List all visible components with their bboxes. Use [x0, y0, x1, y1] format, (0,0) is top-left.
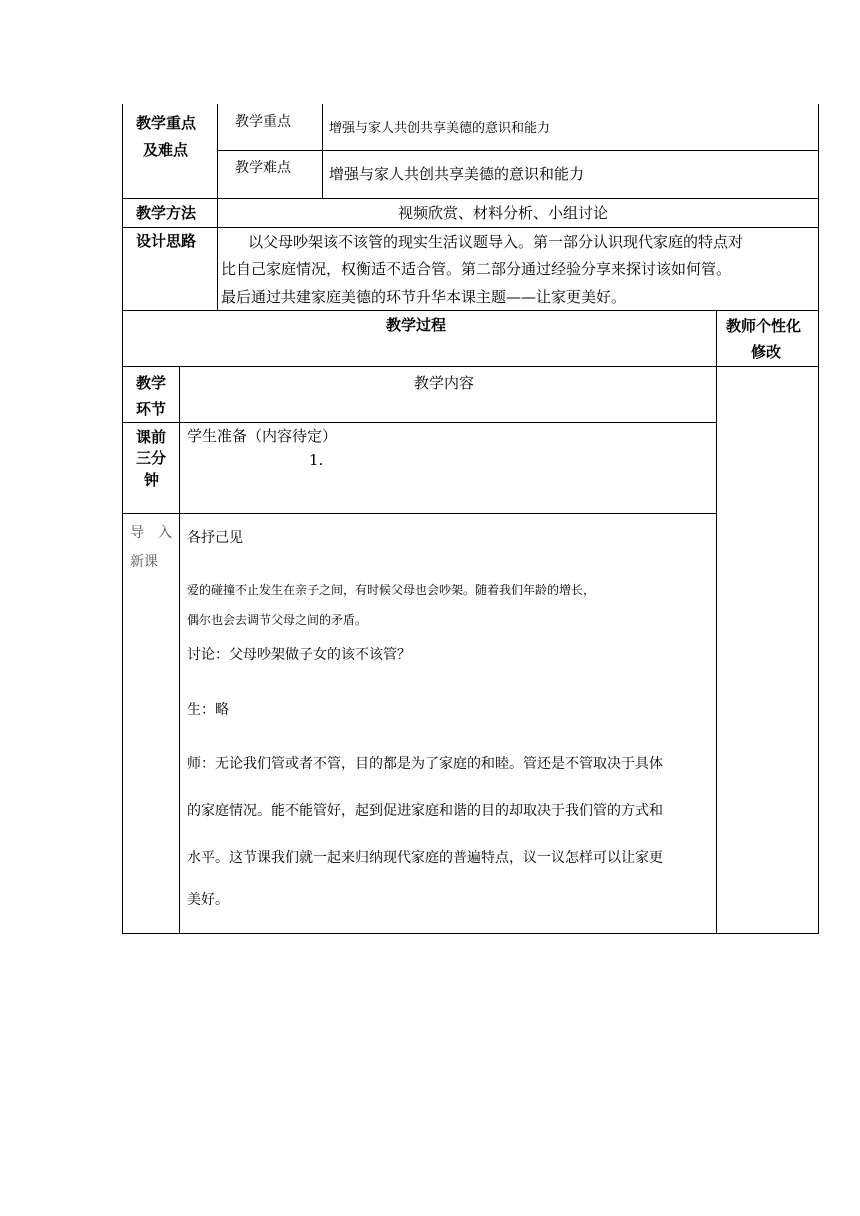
key-points-label-2: 及难点: [143, 141, 189, 159]
rule: [716, 310, 717, 934]
pre-class-text: 学生准备（内容待定）: [187, 427, 338, 445]
stage-header: 教学: [136, 374, 167, 392]
intro-discussion: 讨论：父母吵架做子女的该不该管？: [187, 647, 411, 663]
intro-quote-line-1: 爱的碰撞不止发生在亲子之间，有时候父母也会吵架。随着我们年龄的增长，: [187, 583, 596, 597]
difficulty-text: 增强与家人共创共享美德的意识和能力: [329, 165, 585, 183]
rule: [122, 422, 716, 423]
intro-heading: 各抒己见: [187, 530, 243, 546]
design-line-1: 以父母吵架该不该管的现实生活议题导入。第一部分认识现代家庭的特点对: [248, 233, 744, 251]
revise-label-2: 修改: [751, 343, 782, 361]
focus-text: 增强与家人共创共享美德的意识和能力: [329, 121, 551, 136]
pre-class-stage-2: 三分: [136, 449, 167, 467]
rule: [217, 104, 218, 311]
rule: [122, 310, 819, 311]
key-points-label: 教学重点: [136, 114, 197, 132]
intro-teacher-line-1: 师：无论我们管或者不管，目的都是为了家庭的和睦。管还是不管取决于具体: [187, 756, 663, 772]
rule: [122, 198, 819, 199]
pre-class-stage: 课前: [136, 428, 167, 446]
design-label: 设计思路: [136, 232, 197, 250]
stage-header-2: 环节: [136, 400, 167, 418]
design-line-2: 比自己家庭情况，权衡适不适合管。第二部分通过经验分享来探讨该如何管。: [221, 260, 732, 278]
rule: [122, 104, 123, 934]
intro-teacher-line-4: 美好。: [187, 892, 229, 908]
rule: [122, 366, 819, 367]
process-title: 教学过程: [386, 316, 447, 334]
revise-label: 教师个性化: [726, 317, 802, 335]
rule: [217, 150, 819, 151]
intro-teacher-line-2: 的家庭情况。能不能管好，起到促进家庭和谐的目的却取决于我们管的方式和: [187, 803, 663, 819]
pre-class-item: 1.: [309, 451, 324, 469]
intro-stage: 导 入: [130, 525, 172, 541]
intro-teacher-line-3: 水平。这节课我们就一起来归纳现代家庭的普遍特点，议一议怎样可以让家更: [187, 850, 663, 866]
rule: [122, 933, 819, 934]
intro-quote-line-2: 偶尔也会去调节父母之间的矛盾。: [187, 613, 368, 627]
method-text: 视频欣赏、材料分析、小组讨论: [398, 204, 609, 222]
method-label: 教学方法: [136, 204, 197, 222]
content-header: 教学内容: [414, 374, 475, 392]
rule: [322, 104, 323, 199]
rule: [122, 227, 819, 228]
intro-student: 生：略: [187, 702, 229, 718]
difficulty-label: 教学难点: [235, 160, 291, 176]
rule: [818, 104, 819, 934]
design-line-3: 最后通过共建家庭美德的环节升华本课主题——让家更美好。: [221, 288, 627, 306]
focus-label: 教学重点: [235, 114, 291, 130]
pre-class-stage-3: 钟: [144, 471, 160, 489]
rule: [122, 513, 716, 514]
intro-stage-2: 新课: [130, 554, 158, 570]
rule: [179, 366, 180, 934]
